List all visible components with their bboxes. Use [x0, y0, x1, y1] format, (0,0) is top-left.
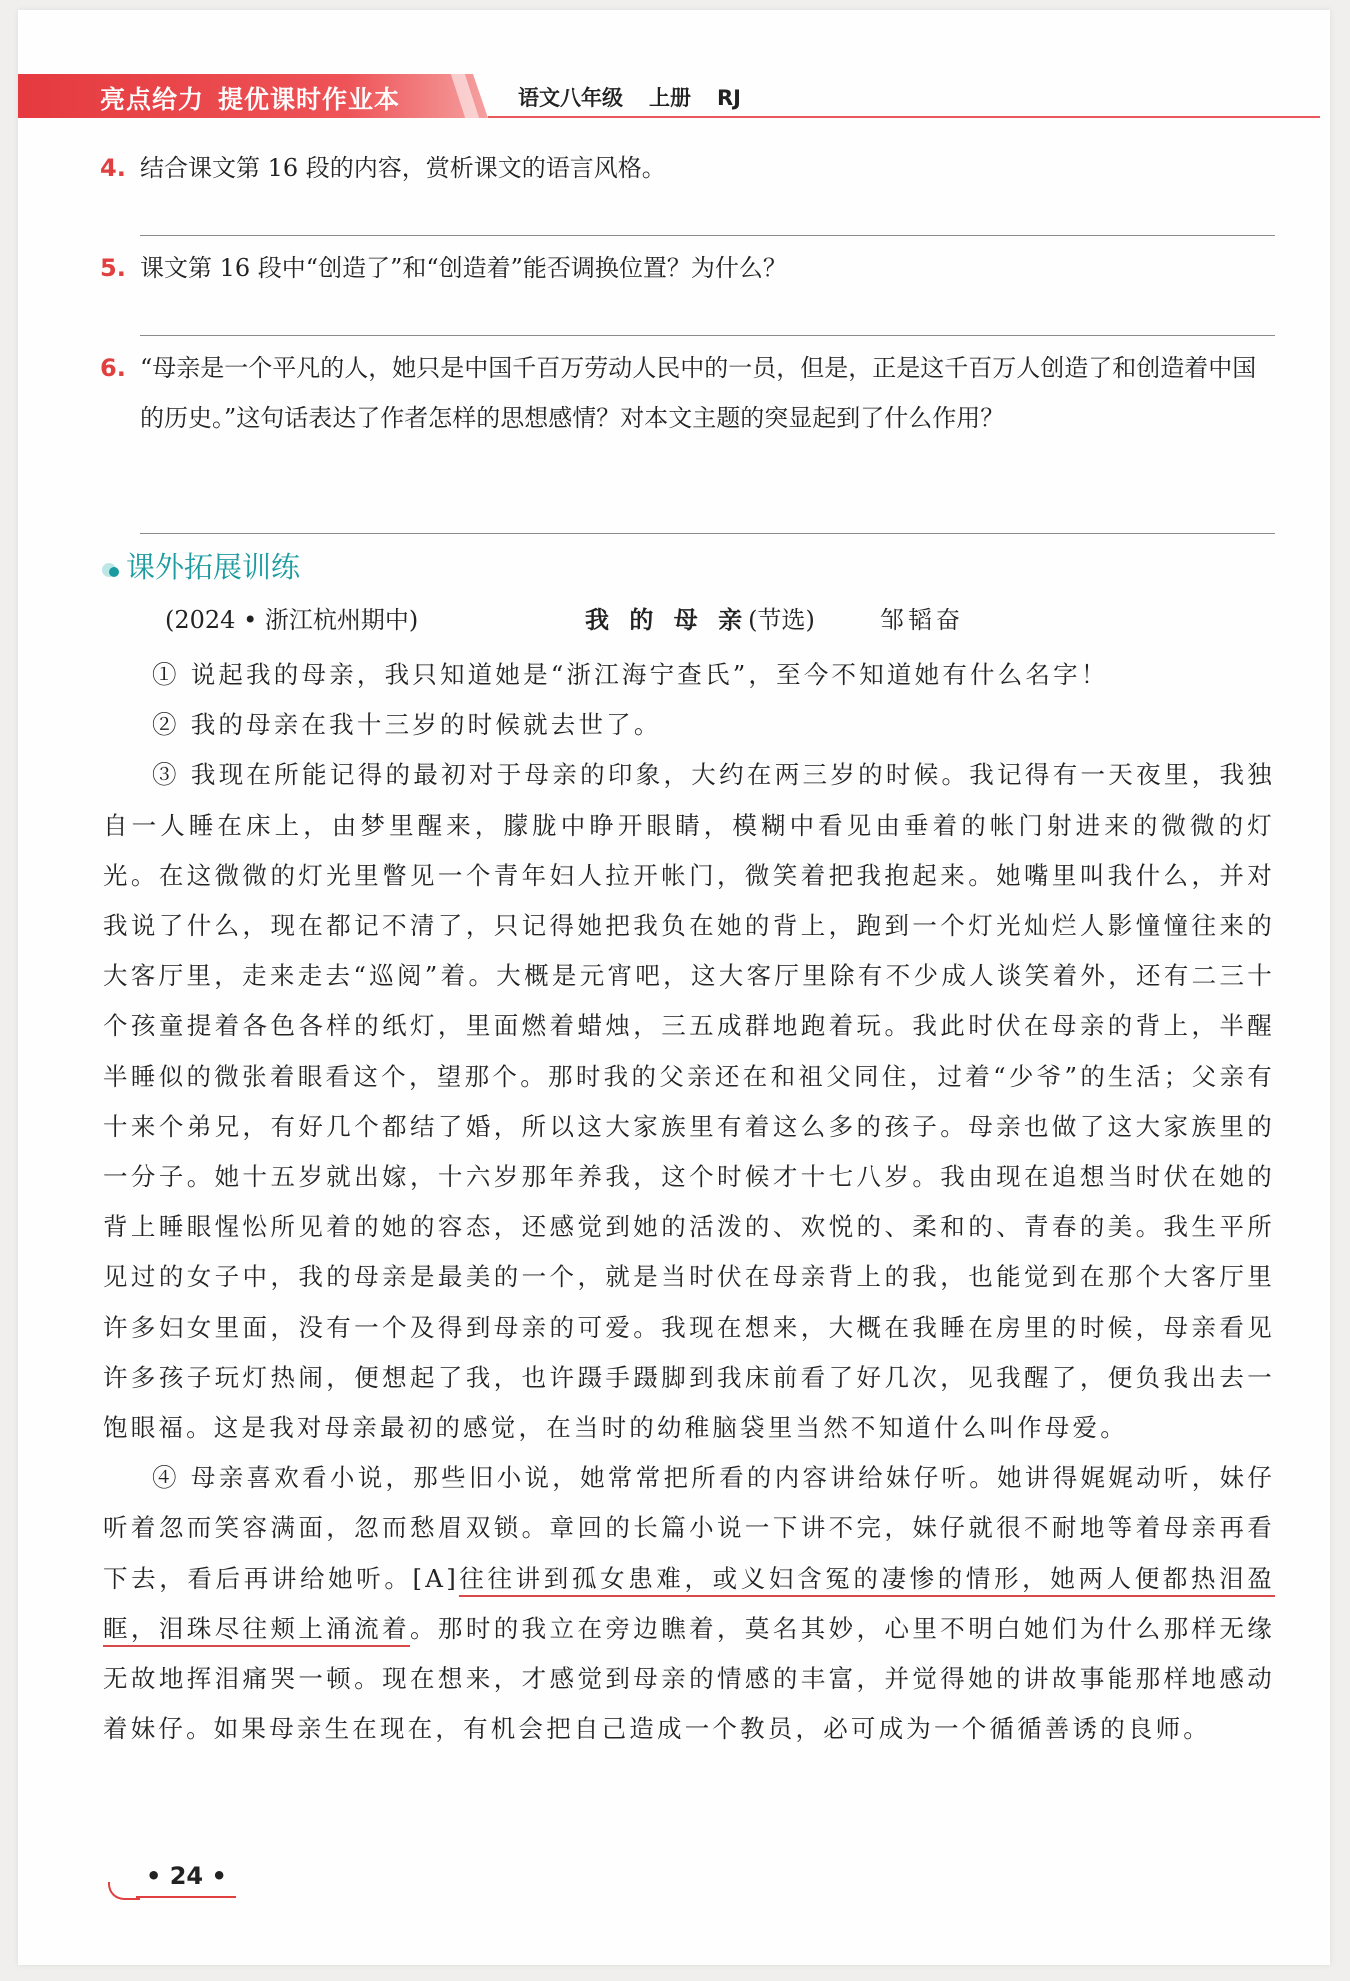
- article-author: 邹韬奋: [880, 606, 964, 634]
- page-footer: [108, 1860, 238, 1900]
- article-body: [103, 650, 1275, 1754]
- bullet-dots-icon: [102, 563, 122, 577]
- question-4: [100, 143, 1275, 193]
- brand-name: 亮点给力: [100, 85, 205, 114]
- section-heading: [102, 545, 300, 586]
- page-header: [18, 74, 1318, 118]
- footer-rule: [136, 1896, 236, 1898]
- question-number: 4.: [100, 154, 126, 182]
- page-number: • 24 •: [146, 1862, 227, 1890]
- question-6: [100, 343, 1275, 443]
- volume: 上册: [649, 86, 691, 110]
- answer-line[interactable]: [140, 533, 1275, 534]
- question-number: 6.: [100, 354, 126, 382]
- article-title: 我 的 母 亲: [585, 605, 749, 634]
- paragraph-4-start: ④ 母亲喜欢看小说，那些旧小说，她常常把所看的内容讲给妹仔听。她讲得娓娓动听，妹仔听着忽而笑容满面，忽而愁眉双锁。章回的长篇小说一下讲不完，妹仔就很不耐地等着母亲再看下去，看后再讲给她听。[A]: [103, 1463, 1275, 1593]
- question-text: 结合课文第 16 段的内容，赏析课文的语言风格。: [140, 154, 666, 182]
- brand-title: [100, 80, 400, 116]
- article-title-wrap: [585, 600, 815, 640]
- answer-line[interactable]: [140, 235, 1275, 236]
- exam-source: (2024 • 浙江杭州期中): [165, 606, 419, 634]
- question-number: 5.: [100, 254, 126, 282]
- paragraph-4: [103, 1453, 1275, 1754]
- book-info: [518, 82, 767, 112]
- question-5: [100, 243, 1275, 293]
- paragraph-4-end: 。那时的我立在旁边瞧着，莫名其妙，心里不明白她们为什么那样无缘无故地挥泪痛哭一顿。现在想来，才感觉到母亲的情感的丰富，并觉得她的讲故事能那样地感动着妹仔。如果母亲生在现在，有机会把自己造成一个教员，必可成为一个循循善诱的良师。: [103, 1613, 1276, 1744]
- question-text: 课文第 16 段中“创造了”和“创造着”能否调换位置？为什么？: [140, 254, 787, 282]
- subject-grade: 语文八年级: [518, 86, 623, 110]
- article-excerpt-note: (节选): [748, 606, 815, 634]
- paragraph-1: ① 说起我的母亲，我只知道她是“浙江海宁查氏”，至今不知道她有什么名字！: [152, 660, 1109, 689]
- edition: RJ: [717, 86, 741, 110]
- underlined-sentence-a: 往往讲到孤女患难，或义妇含冤的凄惨的情形，她两人便都热泪盈眶，泪珠尽往颊上涌流着: [103, 1563, 1276, 1643]
- section-title: 课外拓展训练: [126, 550, 301, 584]
- paragraph-2: ② 我的母亲在我十三岁的时候就去世了。: [152, 710, 662, 740]
- brand-subtitle: 提优课时作业本: [218, 85, 401, 114]
- header-rule: [488, 116, 1320, 118]
- answer-line[interactable]: [140, 335, 1275, 336]
- paragraph-3: ③ 我现在所能记得的最初对于母亲的印象，大约在两三岁的时候。我记得有一天夜里，我独自一人睡在床上，由梦里醒来，朦胧中睁开眼睛，模糊中看见由垂着的帐门射进来的微微的灯光。在这微微的灯光里瞥见一个青年妇人拉开帐门，微笑着把我抱起来。她嘴里叫我什么，并对我说了什么，现在都记不清了，只记得她把我负在她的背上，跑到一个灯光灿烂人影憧憧往来的大客厅里，走来走去“巡阅”着。大概是元宵吧，这大客厅里除有不少成人谈笑着外，还有二三十个孩童提着各色各样的纸灯，里面燃着蜡烛，三五成群地跑着玩。我此时伏在母亲的背上，半醒半睡似的微张着眼看这个，望那个。那时我的父亲还在和祖父同住，过着“少爷”的生活；父亲有十来个弟兄，有好几个都结了婚，所以这大家族里有着这么多的孩子。母亲也做了这大家族里的一分子。她十五岁就出嫁，十六岁那年养我，这个时候才十七八岁。我由现在追想当时伏在她的背上睡眼惺忪所见着的她的容态，还感觉到她的活泼的、欢悦的、柔和的、青春的美。我生平所见过的女子中，我的母亲是最美的一个，就是当时伏在母亲背上的我，也能觉到在那个大客厅里许多妇女里面，没有一个及得到母亲的可爱。我现在想来，大概在我睡在房里的时候，母亲看见许多孩子玩灯热闹，便想起了我，也许蹑手蹑脚到我床前看了好几次，见我醒了，便负我出去一饱眼福。这是我对母亲最初的感觉，在当时的幼稚脑袋里当然不知道什么叫作母爱。: [103, 760, 1275, 1443]
- question-text: “母亲是一个平凡的人，她只是中国千百万劳动人民中的一员，但是，正是这千百万人创造了和创造着中国的历史。”这句话表达了作者怎样的思想感情？对本文主题的突显起到了什么作用？: [140, 354, 1257, 432]
